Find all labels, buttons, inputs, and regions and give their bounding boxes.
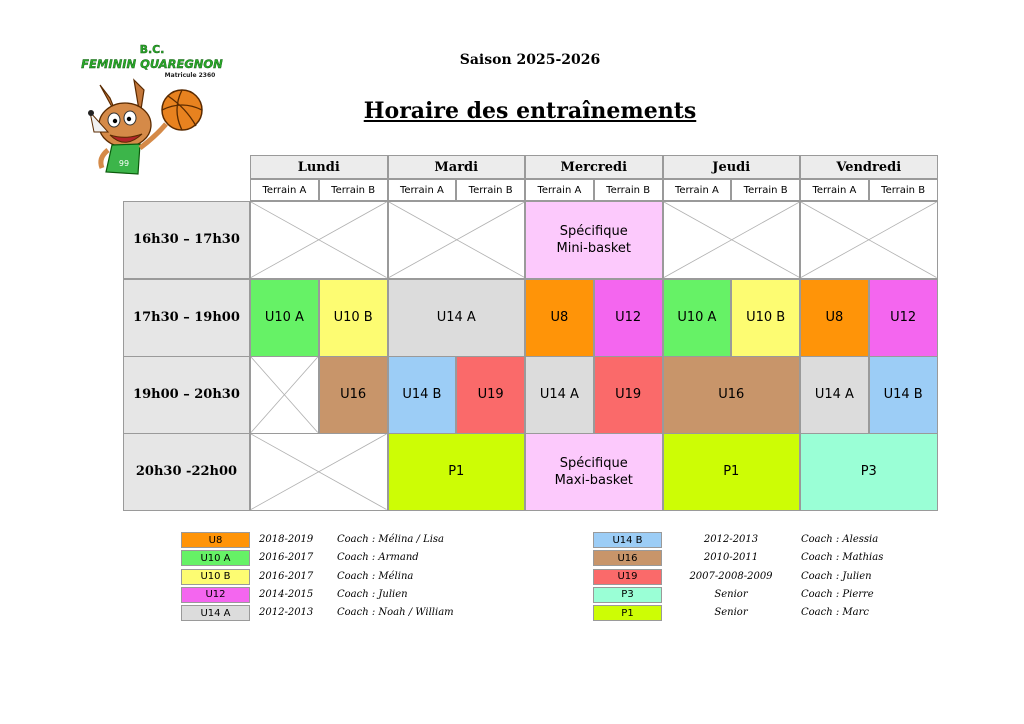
time-slot-label: 17h30 – 19h00 — [123, 279, 250, 357]
legend-years: 2010-2011 — [703, 552, 759, 564]
session-ven-4: P3 — [800, 433, 938, 511]
terrain-b-header: Terrain B — [731, 179, 800, 201]
logo-club-line2: FEMININ QUAREGNON — [81, 57, 223, 71]
session-mer-2-b: U12 — [594, 279, 663, 357]
session-mar-3-a: U14 B — [388, 356, 457, 434]
legend-years: 2007-2008-2009 — [689, 570, 773, 582]
session-mer-4: Spécifique Maxi-basket — [525, 433, 663, 511]
session-mer-1: Spécifique Mini-basket — [525, 201, 663, 279]
time-slot-label: 16h30 – 17h30 — [123, 201, 250, 279]
session-lun-2-a: U10 A — [250, 279, 319, 357]
terrain-a-header: Terrain A — [525, 179, 594, 201]
logo-matricule: Matricule 2360 — [164, 72, 216, 79]
legend-coach: Coach : Julien — [801, 570, 872, 582]
legend-swatch: U16 — [593, 550, 662, 566]
legend-coach: Coach : Alessia — [801, 534, 879, 545]
empty-slot — [250, 201, 388, 279]
legend-swatch: U10 B — [181, 569, 250, 585]
terrain-b-header: Terrain B — [869, 179, 938, 201]
session-jeu-3: U16 — [663, 356, 801, 434]
session-lun-2-b: U10 B — [319, 279, 388, 357]
legend-coach: Coach : Armand — [337, 552, 419, 564]
legend-coach: Coach : Noah / William — [337, 607, 454, 619]
session-mer-3-a: U14 A — [525, 356, 594, 434]
session-lun-3-b: U16 — [319, 356, 388, 434]
legend-swatch: U14 B — [593, 532, 662, 548]
day-header-ven: Vendredi — [800, 155, 938, 179]
terrain-b-header: Terrain B — [594, 179, 663, 201]
terrain-b-header: Terrain B — [319, 179, 388, 201]
day-header-lun: Lundi — [250, 155, 388, 179]
empty-slot — [800, 201, 938, 279]
terrain-a-header: Terrain A — [250, 179, 319, 201]
legend-years: 2012-2013 — [703, 534, 759, 545]
legend-years: 2018-2019 — [259, 534, 314, 545]
empty-slot — [250, 433, 388, 511]
logo-jersey-number: 99 — [118, 159, 130, 168]
legend-swatch: U12 — [181, 587, 250, 603]
legend-swatch: P1 — [593, 605, 662, 621]
legend-swatch: P3 — [593, 587, 662, 603]
legend-years: 2014-2015 — [259, 588, 314, 600]
season-label: Saison 2025-2026 — [459, 52, 601, 68]
empty-slot — [388, 201, 526, 279]
day-header-mar: Mardi — [388, 155, 526, 179]
session-mar-3-b: U19 — [456, 356, 525, 434]
legend-coach: Coach : Pierre — [801, 588, 874, 600]
legend-years: 2016-2017 — [259, 552, 314, 564]
session-ven-2-b: U12 — [869, 279, 938, 357]
legend-years: Senior — [714, 588, 748, 600]
logo-club-line1: B.C. — [139, 43, 165, 56]
time-slot-label: 20h30 -22h00 — [123, 433, 250, 511]
session-jeu-2-b: U10 B — [731, 279, 800, 357]
empty-slot — [250, 356, 319, 434]
legend-swatch: U10 A — [181, 550, 250, 566]
legend-coach: Coach : Mélina / Lisa — [337, 534, 445, 545]
session-mer-2-a: U8 — [525, 279, 594, 357]
legend-years: Senior — [714, 607, 748, 619]
empty-slot — [663, 201, 801, 279]
session-ven-3-a: U14 A — [800, 356, 869, 434]
terrain-b-header: Terrain B — [456, 179, 525, 201]
club-logo — [80, 40, 225, 180]
legend-years: 2016-2017 — [259, 570, 314, 582]
day-header-jeu: Jeudi — [663, 155, 801, 179]
legend-years: 2012-2013 — [259, 607, 314, 619]
legend-coach: Coach : Mathias — [801, 552, 884, 564]
session-ven-3-b: U14 B — [869, 356, 938, 434]
legend-swatch: U14 A — [181, 605, 250, 621]
session-mer-3-b: U19 — [594, 356, 663, 434]
terrain-a-header: Terrain A — [800, 179, 869, 201]
day-header-mer: Mercredi — [525, 155, 663, 179]
page-title: Horaire des entraînements — [363, 98, 697, 124]
legend-swatch: U8 — [181, 532, 250, 548]
time-slot-label: 19h00 – 20h30 — [123, 356, 250, 434]
legend-coach: Coach : Julien — [337, 588, 408, 600]
terrain-a-header: Terrain A — [388, 179, 457, 201]
session-jeu-2-a: U10 A — [663, 279, 732, 357]
legend-coach: Coach : Marc — [801, 607, 869, 619]
session-jeu-4: P1 — [663, 433, 801, 511]
legend-coach: Coach : Mélina — [337, 570, 414, 582]
session-mar-2: U14 A — [388, 279, 526, 357]
session-ven-2-a: U8 — [800, 279, 869, 357]
legend-swatch: U19 — [593, 569, 662, 585]
terrain-a-header: Terrain A — [663, 179, 732, 201]
session-mar-4: P1 — [388, 433, 526, 511]
